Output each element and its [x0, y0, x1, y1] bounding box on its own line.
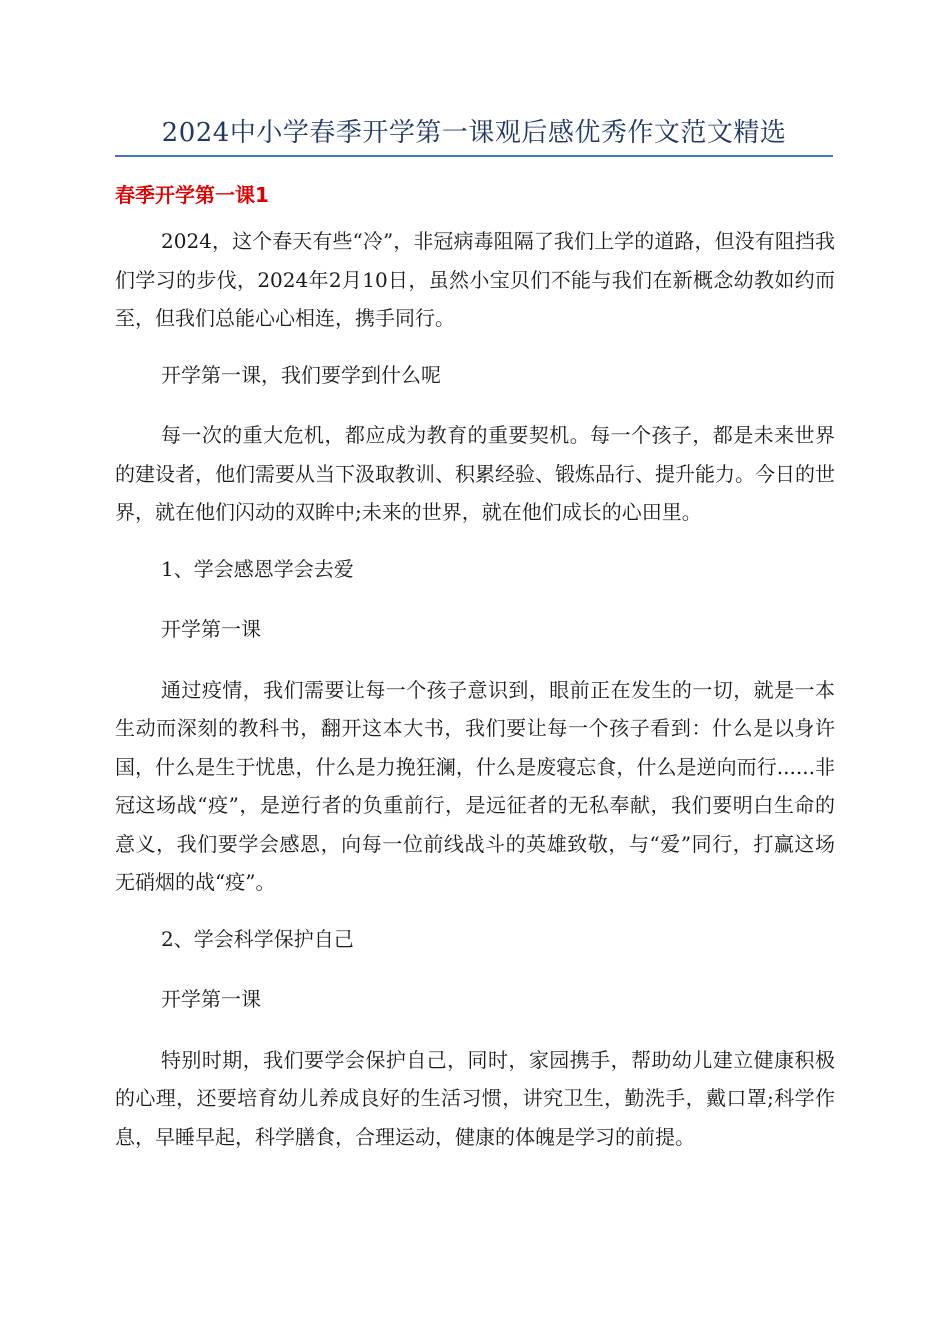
document-body	[115, 222, 835, 1174]
paragraph-epidemic: 通过疫情，我们需要让每一个孩子意识到，眼前正在发生的一切，就是一本生动而深刻的教科书，翻开这本大书，我们要让每一个孩子看到：什么是以身许国，什么是生于忧患，什么是力挽狂澜，什么是废寝忘食，什么是逆向而行......非冠这场战“疫”，是逆行者的负重前行，是远征者的无私奉献，我们要明白生命的意义，我们要学会感恩，向每一位前线战斗的英雄致敬，与“爱”同行，打赢这场无硝烟的战“疫”。	[115, 677, 835, 894]
section-heading: 春季开学第一课1	[115, 183, 269, 207]
paragraph-crisis: 每一次的重大危机，都应成为教育的重要契机。每一个孩子，都是未来世界的建设者，他们需要从当下汲取教训、积累经验、锻炼品行、提升能力。今日的世界，就在他们闪动的双眸中;未来的世界，就在他们成长的心田里。	[115, 423, 835, 524]
paragraph-question: 开学第一课，我们要学到什么呢	[161, 362, 441, 387]
subheading-self-protection: 2、学会科学保护自己	[161, 926, 354, 951]
paragraph-intro: 2024，这个春天有些“冷”，非冠病毒阻隔了我们上学的道路，但没有阻挡我们学习的步伐，2024年2月10日，虽然小宝贝们不能与我们在新概念幼教如约而至，但我们总能心心相连，携手同行。	[115, 229, 835, 330]
paragraph-first-lesson-2: 开学第一课	[161, 987, 261, 1011]
paragraph-first-lesson-1: 开学第一课	[161, 617, 261, 641]
paragraph-special-period: 特别时期，我们要学会保护自己，同时，家园携手，帮助幼儿建立健康积极的心理，还要培育幼儿养成良好的生活习惯，讲究卫生，勤洗手，戴口罩;科学作息，早睡早起，科学膳食，合理运动，健康的体魄是学习的前提。	[115, 1047, 835, 1149]
title-underline	[115, 155, 833, 157]
subheading-gratitude: 1、学会感恩学会去爱	[161, 556, 354, 581]
document-title: 2024中小学春季开学第一课观后感优秀作文范文精选	[161, 118, 787, 148]
